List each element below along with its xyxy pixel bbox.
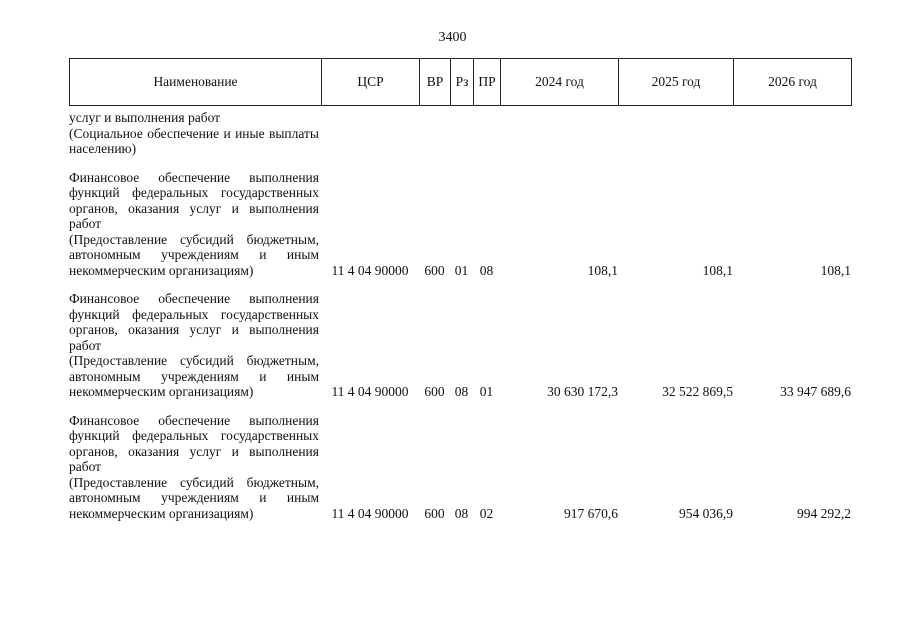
table-row (69, 110, 851, 157)
row-name: Финансовое обеспечение выполнения функций федеральных государственных органов, оказания услуг и выполнения работ (Предоставление субсидий бюджетным, автономным учреждениям и иным некоммерческим организациям) (69, 412, 319, 521)
row-2025: 32 522 869,5 (662, 384, 733, 399)
row-2024: 917 670,6 (564, 505, 618, 521)
row-vr: 600 (424, 384, 445, 399)
header-pr: ПР (474, 59, 501, 106)
row-name: Финансовое обеспечение выполнения функций федеральных государственных органов, оказания услуг и выполнения работ (Предоставление субсидий бюджетным, автономным учреждениям и иным некоммерческим организациям) (69, 169, 319, 278)
table-row (69, 413, 851, 522)
row-2025: 108,1 (702, 262, 733, 278)
header-2026: 2026 год (734, 59, 852, 106)
header-2024: 2024 год (501, 59, 619, 106)
row-pr: 01 (479, 384, 494, 399)
row-rz: 08 (454, 505, 469, 521)
row-pr: 08 (479, 262, 494, 278)
row-name: Финансовое обеспечение выполнения функций федеральных государственных органов, оказания услуг и выполнения работ (Предоставление субсидий бюджетным, автономным учреждениям и иным некоммерческим организациям) (69, 291, 319, 399)
header-rz: Рз (451, 59, 474, 106)
page-number: 3400 (438, 30, 467, 45)
row-vr: 600 (424, 505, 445, 521)
row-vr: 600 (424, 262, 445, 278)
row-2026: 994 292,2 (797, 505, 851, 521)
table-header (69, 58, 852, 106)
header-vr: ВР (420, 59, 451, 106)
row-pr: 02 (479, 505, 494, 521)
row-csr: 11 4 04 90000 (331, 505, 409, 521)
row-2025: 954 036,9 (679, 505, 733, 521)
row-csr: 11 4 04 90000 (331, 262, 409, 278)
row-rz: 01 (454, 262, 469, 278)
header-2025: 2025 год (619, 59, 734, 106)
row-2024: 108,1 (587, 262, 618, 278)
row-name: услуг и выполнения работ (Социальное обеспечение и иные выплаты населению) (69, 110, 319, 156)
row-2026: 108,1 (820, 262, 851, 278)
row-2026: 33 947 689,6 (780, 384, 851, 399)
table-row (69, 291, 851, 400)
table-body (69, 105, 851, 534)
row-2024: 30 630 172,3 (547, 384, 618, 399)
table-row (69, 170, 851, 279)
header-name: Наименование (70, 59, 322, 106)
row-rz: 08 (454, 384, 469, 399)
row-csr: 11 4 04 90000 (331, 384, 409, 399)
header-csr: ЦСР (322, 59, 420, 106)
